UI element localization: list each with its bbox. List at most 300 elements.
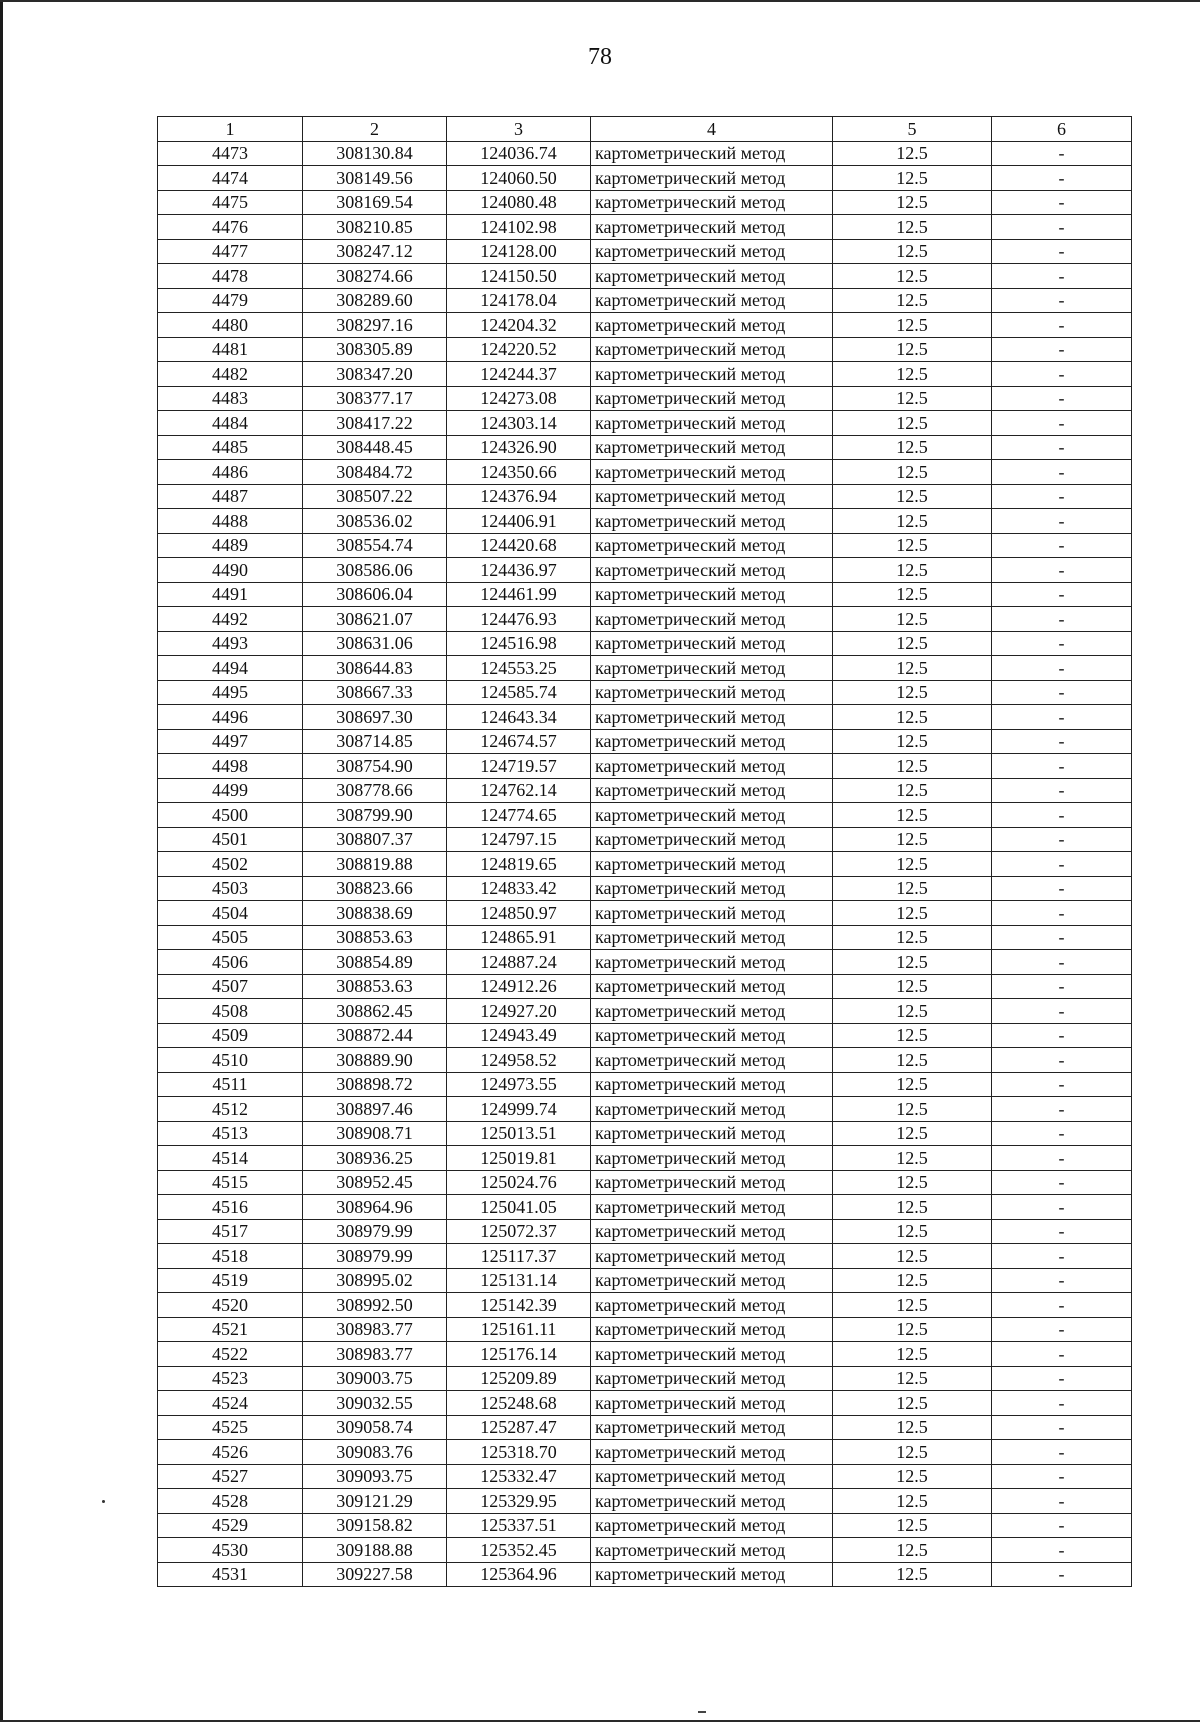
method-cell: картометрический метод (591, 313, 833, 338)
note-cell: - (992, 1146, 1132, 1171)
accuracy-cell: 12.5 (833, 533, 992, 558)
y-coordinate-cell: 124553.25 (447, 656, 591, 681)
x-coordinate-cell: 308838.69 (303, 901, 447, 926)
table-row (158, 827, 1132, 852)
x-coordinate-cell: 309158.82 (303, 1513, 447, 1538)
x-coordinate-cell: 308274.66 (303, 264, 447, 289)
method-cell: картометрический метод (591, 1048, 833, 1073)
x-coordinate-cell: 308872.44 (303, 1023, 447, 1048)
note-cell: - (992, 264, 1132, 289)
note-cell: - (992, 411, 1132, 436)
table-row (158, 386, 1132, 411)
x-coordinate-cell: 308853.63 (303, 974, 447, 999)
y-coordinate-cell: 125019.81 (447, 1146, 591, 1171)
method-cell: картометрический метод (591, 631, 833, 656)
point-number-cell: 4501 (158, 827, 303, 852)
x-coordinate-cell: 309188.88 (303, 1538, 447, 1563)
table-row (158, 141, 1132, 166)
method-cell: картометрический метод (591, 1489, 833, 1514)
point-number-cell: 4514 (158, 1146, 303, 1171)
accuracy-cell: 12.5 (833, 1244, 992, 1269)
method-cell: картометрический метод (591, 264, 833, 289)
method-cell: картометрический метод (591, 1538, 833, 1563)
method-cell: картометрический метод (591, 166, 833, 191)
table-row (158, 264, 1132, 289)
table-row (158, 460, 1132, 485)
y-coordinate-cell: 124973.55 (447, 1072, 591, 1097)
point-number-cell: 4497 (158, 729, 303, 754)
table-header-row (158, 117, 1132, 142)
method-cell: картометрический метод (591, 533, 833, 558)
y-coordinate-cell: 125142.39 (447, 1293, 591, 1318)
table-row (158, 190, 1132, 215)
note-cell: - (992, 1244, 1132, 1269)
point-number-cell: 4476 (158, 215, 303, 240)
x-coordinate-cell: 308536.02 (303, 509, 447, 534)
note-cell: - (992, 1538, 1132, 1563)
table-row (158, 1072, 1132, 1097)
x-coordinate-cell: 308862.45 (303, 999, 447, 1024)
x-coordinate-cell: 308992.50 (303, 1293, 447, 1318)
page-number: 78 (588, 44, 612, 70)
note-cell: - (992, 1072, 1132, 1097)
method-cell: картометрический метод (591, 827, 833, 852)
table-row (158, 1170, 1132, 1195)
accuracy-cell: 12.5 (833, 411, 992, 436)
method-cell: картометрический метод (591, 925, 833, 950)
y-coordinate-cell: 124797.15 (447, 827, 591, 852)
method-cell: картометрический метод (591, 680, 833, 705)
accuracy-cell: 12.5 (833, 680, 992, 705)
x-coordinate-cell: 308484.72 (303, 460, 447, 485)
x-coordinate-cell: 309121.29 (303, 1489, 447, 1514)
point-number-cell: 4499 (158, 778, 303, 803)
accuracy-cell: 12.5 (833, 582, 992, 607)
point-number-cell: 4524 (158, 1391, 303, 1416)
point-number-cell: 4474 (158, 166, 303, 191)
table-row (158, 1440, 1132, 1465)
y-coordinate-cell: 124912.26 (447, 974, 591, 999)
table-row (158, 729, 1132, 754)
accuracy-cell: 12.5 (833, 999, 992, 1024)
method-cell: картометрический метод (591, 1097, 833, 1122)
accuracy-cell: 12.5 (833, 778, 992, 803)
x-coordinate-cell: 308889.90 (303, 1048, 447, 1073)
y-coordinate-cell: 124244.37 (447, 362, 591, 387)
table-row (158, 558, 1132, 583)
table-row (158, 582, 1132, 607)
y-coordinate-cell: 124150.50 (447, 264, 591, 289)
accuracy-cell: 12.5 (833, 558, 992, 583)
accuracy-cell: 12.5 (833, 656, 992, 681)
coordinates-table (157, 116, 1132, 1587)
accuracy-cell: 12.5 (833, 1072, 992, 1097)
note-cell: - (992, 582, 1132, 607)
y-coordinate-cell: 124999.74 (447, 1097, 591, 1122)
accuracy-cell: 12.5 (833, 1342, 992, 1367)
accuracy-cell: 12.5 (833, 190, 992, 215)
table-row (158, 1562, 1132, 1587)
x-coordinate-cell: 308210.85 (303, 215, 447, 240)
y-coordinate-cell: 124350.66 (447, 460, 591, 485)
accuracy-cell: 12.5 (833, 1562, 992, 1587)
x-coordinate-cell: 308799.90 (303, 803, 447, 828)
point-number-cell: 4491 (158, 582, 303, 607)
y-coordinate-cell: 125337.51 (447, 1513, 591, 1538)
point-number-cell: 4531 (158, 1562, 303, 1587)
x-coordinate-cell: 308983.77 (303, 1342, 447, 1367)
note-cell: - (992, 1366, 1132, 1391)
accuracy-cell: 12.5 (833, 901, 992, 926)
x-coordinate-cell: 308979.99 (303, 1244, 447, 1269)
point-number-cell: 4496 (158, 705, 303, 730)
table-row (158, 1244, 1132, 1269)
table-row (158, 435, 1132, 460)
note-cell: - (992, 656, 1132, 681)
y-coordinate-cell: 124376.94 (447, 484, 591, 509)
point-number-cell: 4490 (158, 558, 303, 583)
note-cell: - (992, 631, 1132, 656)
accuracy-cell: 12.5 (833, 509, 992, 534)
x-coordinate-cell: 308644.83 (303, 656, 447, 681)
method-cell: картометрический метод (591, 582, 833, 607)
method-cell: картометрический метод (591, 1440, 833, 1465)
method-cell: картометрический метод (591, 778, 833, 803)
accuracy-cell: 12.5 (833, 1268, 992, 1293)
point-number-cell: 4480 (158, 313, 303, 338)
accuracy-cell: 12.5 (833, 1464, 992, 1489)
accuracy-cell: 12.5 (833, 1170, 992, 1195)
accuracy-cell: 12.5 (833, 1023, 992, 1048)
point-number-cell: 4488 (158, 509, 303, 534)
method-cell: картометрический метод (591, 999, 833, 1024)
table-row (158, 656, 1132, 681)
accuracy-cell: 12.5 (833, 1219, 992, 1244)
point-number-cell: 4473 (158, 141, 303, 166)
x-coordinate-cell: 308908.71 (303, 1121, 447, 1146)
x-coordinate-cell: 308853.63 (303, 925, 447, 950)
method-cell: картометрический метод (591, 1268, 833, 1293)
point-number-cell: 4475 (158, 190, 303, 215)
method-cell: картометрический метод (591, 1513, 833, 1538)
x-coordinate-cell: 309003.75 (303, 1366, 447, 1391)
x-coordinate-cell: 309058.74 (303, 1415, 447, 1440)
x-coordinate-cell: 308305.89 (303, 337, 447, 362)
note-cell: - (992, 484, 1132, 509)
note-cell: - (992, 901, 1132, 926)
table-row (158, 1097, 1132, 1122)
point-number-cell: 4479 (158, 288, 303, 313)
table-row (158, 1464, 1132, 1489)
y-coordinate-cell: 125364.96 (447, 1562, 591, 1587)
note-cell: - (992, 1440, 1132, 1465)
note-cell: - (992, 460, 1132, 485)
table-row (158, 1489, 1132, 1514)
table-row (158, 876, 1132, 901)
note-cell: - (992, 1097, 1132, 1122)
accuracy-cell: 12.5 (833, 1538, 992, 1563)
y-coordinate-cell: 124643.34 (447, 705, 591, 730)
scan-speck (102, 1500, 105, 1503)
note-cell: - (992, 215, 1132, 240)
table-row (158, 950, 1132, 975)
x-coordinate-cell: 309032.55 (303, 1391, 447, 1416)
table-row (158, 1121, 1132, 1146)
table-row (158, 411, 1132, 436)
accuracy-cell: 12.5 (833, 1097, 992, 1122)
point-number-cell: 4506 (158, 950, 303, 975)
table-row (158, 288, 1132, 313)
y-coordinate-cell: 125209.89 (447, 1366, 591, 1391)
y-coordinate-cell: 124204.32 (447, 313, 591, 338)
table-row (158, 754, 1132, 779)
point-number-cell: 4517 (158, 1219, 303, 1244)
accuracy-cell: 12.5 (833, 729, 992, 754)
note-cell: - (992, 509, 1132, 534)
table-row (158, 1219, 1132, 1244)
table-row (158, 215, 1132, 240)
accuracy-cell: 12.5 (833, 1489, 992, 1514)
point-number-cell: 4478 (158, 264, 303, 289)
point-number-cell: 4527 (158, 1464, 303, 1489)
note-cell: - (992, 1489, 1132, 1514)
method-cell: картометрический метод (591, 974, 833, 999)
point-number-cell: 4482 (158, 362, 303, 387)
scan-edge-top (0, 0, 1200, 2)
y-coordinate-cell: 125041.05 (447, 1195, 591, 1220)
y-coordinate-cell: 124036.74 (447, 141, 591, 166)
y-coordinate-cell: 124516.98 (447, 631, 591, 656)
note-cell: - (992, 1023, 1132, 1048)
y-coordinate-cell: 125013.51 (447, 1121, 591, 1146)
point-number-cell: 4518 (158, 1244, 303, 1269)
x-coordinate-cell: 308778.66 (303, 778, 447, 803)
method-cell: картометрический метод (591, 1562, 833, 1587)
accuracy-cell: 12.5 (833, 1317, 992, 1342)
point-number-cell: 4503 (158, 876, 303, 901)
point-number-cell: 4483 (158, 386, 303, 411)
note-cell: - (992, 827, 1132, 852)
accuracy-cell: 12.5 (833, 460, 992, 485)
table-row (158, 362, 1132, 387)
note-cell: - (992, 680, 1132, 705)
note-cell: - (992, 1415, 1132, 1440)
table-row (158, 901, 1132, 926)
x-coordinate-cell: 308149.56 (303, 166, 447, 191)
note-cell: - (992, 1317, 1132, 1342)
y-coordinate-cell: 124850.97 (447, 901, 591, 926)
x-coordinate-cell: 308631.06 (303, 631, 447, 656)
x-coordinate-cell: 309227.58 (303, 1562, 447, 1587)
note-cell: - (992, 558, 1132, 583)
scan-edge-left (0, 0, 3, 1722)
x-coordinate-cell: 308169.54 (303, 190, 447, 215)
y-coordinate-cell: 124326.90 (447, 435, 591, 460)
y-coordinate-cell: 124719.57 (447, 754, 591, 779)
point-number-cell: 4521 (158, 1317, 303, 1342)
accuracy-cell: 12.5 (833, 925, 992, 950)
method-cell: картометрический метод (591, 607, 833, 632)
point-number-cell: 4485 (158, 435, 303, 460)
table-row (158, 1415, 1132, 1440)
x-coordinate-cell: 308819.88 (303, 852, 447, 877)
accuracy-cell: 12.5 (833, 215, 992, 240)
table-row (158, 1293, 1132, 1318)
point-number-cell: 4530 (158, 1538, 303, 1563)
method-cell: картометрический метод (591, 288, 833, 313)
y-coordinate-cell: 124102.98 (447, 215, 591, 240)
accuracy-cell: 12.5 (833, 435, 992, 460)
y-coordinate-cell: 124128.00 (447, 239, 591, 264)
note-cell: - (992, 950, 1132, 975)
point-number-cell: 4525 (158, 1415, 303, 1440)
x-coordinate-cell: 308697.30 (303, 705, 447, 730)
x-coordinate-cell: 308714.85 (303, 729, 447, 754)
y-coordinate-cell: 124943.49 (447, 1023, 591, 1048)
y-coordinate-cell: 125248.68 (447, 1391, 591, 1416)
y-coordinate-cell: 124060.50 (447, 166, 591, 191)
method-cell: картометрический метод (591, 852, 833, 877)
table-row (158, 803, 1132, 828)
accuracy-cell: 12.5 (833, 1366, 992, 1391)
x-coordinate-cell: 308297.16 (303, 313, 447, 338)
point-number-cell: 4493 (158, 631, 303, 656)
x-coordinate-cell: 308667.33 (303, 680, 447, 705)
y-coordinate-cell: 125318.70 (447, 1440, 591, 1465)
accuracy-cell: 12.5 (833, 141, 992, 166)
accuracy-cell: 12.5 (833, 1415, 992, 1440)
accuracy-cell: 12.5 (833, 950, 992, 975)
method-cell: картометрический метод (591, 705, 833, 730)
point-number-cell: 4495 (158, 680, 303, 705)
y-coordinate-cell: 124436.97 (447, 558, 591, 583)
method-cell: картометрический метод (591, 1391, 833, 1416)
method-cell: картометрический метод (591, 411, 833, 436)
note-cell: - (992, 803, 1132, 828)
accuracy-cell: 12.5 (833, 876, 992, 901)
y-coordinate-cell: 124178.04 (447, 288, 591, 313)
y-coordinate-cell: 124762.14 (447, 778, 591, 803)
method-cell: картометрический метод (591, 141, 833, 166)
accuracy-cell: 12.5 (833, 827, 992, 852)
header-cell-4: 4 (591, 117, 833, 142)
x-coordinate-cell: 308979.99 (303, 1219, 447, 1244)
x-coordinate-cell: 308964.96 (303, 1195, 447, 1220)
method-cell: картометрический метод (591, 386, 833, 411)
method-cell: картометрический метод (591, 754, 833, 779)
method-cell: картометрический метод (591, 484, 833, 509)
note-cell: - (992, 1464, 1132, 1489)
accuracy-cell: 12.5 (833, 607, 992, 632)
method-cell: картометрический метод (591, 337, 833, 362)
point-number-cell: 4515 (158, 1170, 303, 1195)
y-coordinate-cell: 125161.11 (447, 1317, 591, 1342)
table-row (158, 1023, 1132, 1048)
point-number-cell: 4510 (158, 1048, 303, 1073)
header-cell-1: 1 (158, 117, 303, 142)
x-coordinate-cell: 308898.72 (303, 1072, 447, 1097)
method-cell: картометрический метод (591, 656, 833, 681)
note-cell: - (992, 337, 1132, 362)
accuracy-cell: 12.5 (833, 239, 992, 264)
method-cell: картометрический метод (591, 1023, 833, 1048)
point-number-cell: 4526 (158, 1440, 303, 1465)
method-cell: картометрический метод (591, 239, 833, 264)
table-row (158, 1268, 1132, 1293)
point-number-cell: 4516 (158, 1195, 303, 1220)
note-cell: - (992, 1219, 1132, 1244)
x-coordinate-cell: 308807.37 (303, 827, 447, 852)
point-number-cell: 4502 (158, 852, 303, 877)
note-cell: - (992, 435, 1132, 460)
y-coordinate-cell: 125332.47 (447, 1464, 591, 1489)
note-cell: - (992, 1513, 1132, 1538)
table-row (158, 1366, 1132, 1391)
method-cell: картометрический метод (591, 509, 833, 534)
method-cell: картометрический метод (591, 901, 833, 926)
accuracy-cell: 12.5 (833, 974, 992, 999)
point-number-cell: 4494 (158, 656, 303, 681)
point-number-cell: 4519 (158, 1268, 303, 1293)
point-number-cell: 4486 (158, 460, 303, 485)
x-coordinate-cell: 309093.75 (303, 1464, 447, 1489)
accuracy-cell: 12.5 (833, 754, 992, 779)
x-coordinate-cell: 308983.77 (303, 1317, 447, 1342)
y-coordinate-cell: 124406.91 (447, 509, 591, 534)
table-row (158, 974, 1132, 999)
method-cell: картометрический метод (591, 460, 833, 485)
point-number-cell: 4507 (158, 974, 303, 999)
x-coordinate-cell: 308289.60 (303, 288, 447, 313)
method-cell: картометрический метод (591, 1317, 833, 1342)
table-row (158, 852, 1132, 877)
y-coordinate-cell: 124865.91 (447, 925, 591, 950)
note-cell: - (992, 1170, 1132, 1195)
table-row (158, 484, 1132, 509)
method-cell: картометрический метод (591, 558, 833, 583)
y-coordinate-cell: 124461.99 (447, 582, 591, 607)
point-number-cell: 4487 (158, 484, 303, 509)
method-cell: картометрический метод (591, 1121, 833, 1146)
table-row (158, 1146, 1132, 1171)
point-number-cell: 4477 (158, 239, 303, 264)
point-number-cell: 4492 (158, 607, 303, 632)
x-coordinate-cell: 308606.04 (303, 582, 447, 607)
header-cell-5: 5 (833, 117, 992, 142)
method-cell: картометрический метод (591, 803, 833, 828)
accuracy-cell: 12.5 (833, 1440, 992, 1465)
y-coordinate-cell: 125287.47 (447, 1415, 591, 1440)
table-row (158, 1195, 1132, 1220)
note-cell: - (992, 778, 1132, 803)
y-coordinate-cell: 124220.52 (447, 337, 591, 362)
method-cell: картометрический метод (591, 1146, 833, 1171)
x-coordinate-cell: 308621.07 (303, 607, 447, 632)
table-row (158, 1342, 1132, 1367)
point-number-cell: 4520 (158, 1293, 303, 1318)
note-cell: - (992, 1268, 1132, 1293)
accuracy-cell: 12.5 (833, 852, 992, 877)
point-number-cell: 4509 (158, 1023, 303, 1048)
y-coordinate-cell: 124080.48 (447, 190, 591, 215)
accuracy-cell: 12.5 (833, 1513, 992, 1538)
note-cell: - (992, 925, 1132, 950)
x-coordinate-cell: 308586.06 (303, 558, 447, 583)
note-cell: - (992, 1293, 1132, 1318)
point-number-cell: 4528 (158, 1489, 303, 1514)
point-number-cell: 4522 (158, 1342, 303, 1367)
note-cell: - (992, 1342, 1132, 1367)
